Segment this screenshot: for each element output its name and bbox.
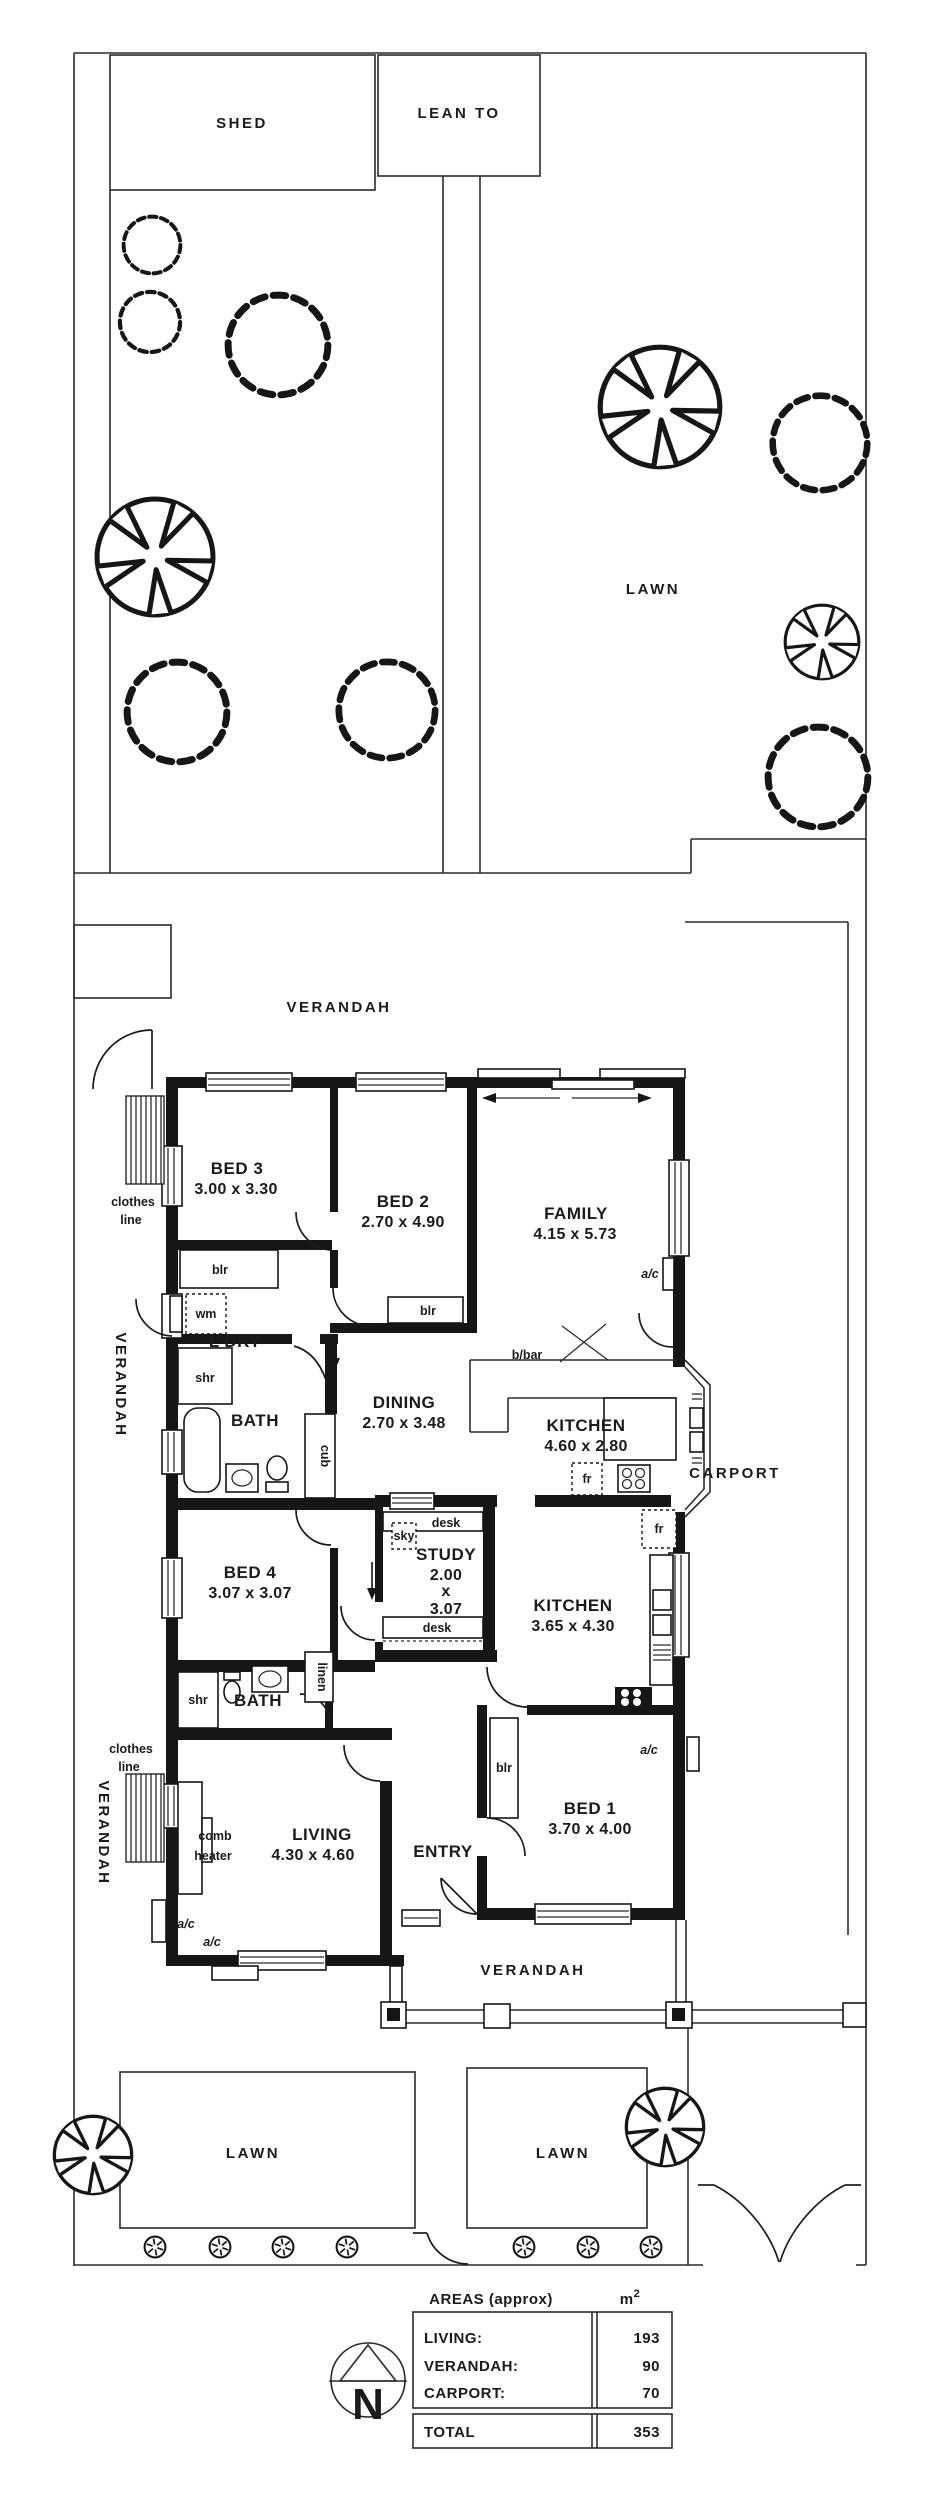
fixture-fr-rear: fr: [582, 1472, 592, 1486]
areas-table: [413, 2288, 672, 2448]
back-garden-trees: [97, 217, 868, 827]
fixture-blr-bed3: blr: [212, 1263, 228, 1277]
fixture-sky: sky: [393, 1529, 415, 1543]
areas-row-label: VERANDAH:: [424, 2358, 519, 2375]
room-dims-study-x: x: [441, 1583, 451, 1600]
north-letter: N: [352, 2380, 384, 2429]
room-label-bath-front: BATH: [234, 1691, 282, 1710]
room-label-kitchen-rear: KITCHEN: [546, 1416, 626, 1435]
room-label-bed2: BED 2: [376, 1192, 430, 1211]
areas-total-label: TOTAL: [424, 2424, 476, 2441]
areas-total-value: 353: [633, 2424, 660, 2441]
front-lawn-right-label: LAWN: [535, 2145, 591, 2162]
fixture-blr-bed1: blr: [496, 1761, 512, 1775]
room-label-dining: DINING: [372, 1393, 436, 1412]
areas-row-value: 90: [642, 2358, 660, 2375]
tree-icon: [626, 2088, 703, 2165]
fixture-shr-rear: shr: [195, 1371, 215, 1385]
bay-window: [671, 1360, 710, 1517]
window-bed2: [356, 1073, 446, 1091]
tree-icon: [54, 2116, 131, 2193]
areas-row-label: LIVING:: [424, 2330, 483, 2347]
fixture-ac-family: a/c: [641, 1267, 659, 1281]
tree-icon: [228, 295, 328, 395]
window-study: [390, 1493, 434, 1509]
clothes-line-upper-label-2: line: [120, 1213, 142, 1227]
north-compass: [329, 2343, 407, 2429]
tree-icon: [97, 499, 213, 615]
clothes-line-lower-label-1: clothes: [109, 1742, 153, 1756]
fixture-desk-top: desk: [431, 1516, 461, 1530]
areas-table-unit: $m^2$: [619, 2288, 641, 2308]
fixture-ac-living-1: a/c: [177, 1917, 195, 1931]
room-dims-bed2: 2.70 x 4.90: [361, 1214, 445, 1231]
tree-icon: [773, 396, 868, 491]
room-label-study: STUDY: [415, 1545, 477, 1564]
fixture-wm: wm: [195, 1307, 217, 1321]
door-sidelight-entry: [402, 1910, 440, 1926]
room-label-laundry: L'DRY: [208, 1332, 262, 1351]
fixture-desk-bottom: desk: [422, 1621, 452, 1635]
room-dims-kitchen-main: 3.65 x 4.30: [531, 1618, 615, 1635]
room-dims-family: 4.15 x 5.73: [533, 1226, 617, 1243]
stove-rear: [618, 1465, 650, 1492]
areas-row-value: 70: [642, 2385, 660, 2402]
room-label-bed4: BED 4: [223, 1563, 277, 1582]
fixture-shr-front: shr: [188, 1693, 208, 1707]
window-bed1-south: [535, 1904, 631, 1924]
stove-main: [615, 1687, 652, 1708]
room-label-bed1: BED 1: [563, 1799, 617, 1818]
fixture-cub: cub: [318, 1444, 332, 1468]
fixture-fr-main: fr: [654, 1522, 664, 1536]
clothes-line-upper-label-1: clothes: [111, 1195, 155, 1209]
verandah-west-lower-label: VERANDAH: [95, 1780, 112, 1886]
room-dims-kitchen-rear: 4.60 x 2.80: [544, 1438, 628, 1455]
fixture-ac-living-2: a/c: [203, 1935, 221, 1949]
room-dims-study-w: 2.00: [429, 1567, 463, 1584]
back-lawn-label: LAWN: [625, 581, 681, 598]
window-west-bed4: [162, 1558, 182, 1618]
tree-icon: [120, 292, 180, 352]
window-west-bath: [162, 1430, 182, 1474]
areas-row-label: CARPORT:: [424, 2385, 506, 2402]
window-bed3: [206, 1073, 292, 1091]
clothes-line-lower-label-2: line: [118, 1760, 140, 1774]
tree-icon: [785, 605, 859, 679]
room-label-living: LIVING: [292, 1825, 352, 1844]
front-yard: [54, 2028, 861, 2265]
fixture-comb-2: heater: [194, 1849, 232, 1863]
tree-icon: [339, 662, 435, 758]
window-family-east: [669, 1160, 689, 1256]
areas-table-title: AREAS (approx): [429, 2291, 553, 2308]
fixture-bbar: b/bar: [511, 1348, 543, 1362]
tree-icon: [600, 347, 720, 467]
lean-to: [378, 55, 540, 176]
verandah-west-upper-label: VERANDAH: [112, 1332, 129, 1438]
room-dims-bed3: 3.00 x 3.30: [194, 1181, 278, 1198]
tree-icon: [127, 662, 227, 762]
fixture-blr-bed2: blr: [420, 1304, 436, 1318]
tree-icon: [768, 727, 868, 827]
room-label-kitchen-main: KITCHEN: [533, 1596, 613, 1615]
verandah-south-label: VERANDAH: [480, 1962, 586, 1979]
carport-label: CARPORT: [689, 1465, 781, 1482]
room-label-entry: ENTRY: [413, 1842, 473, 1861]
room-dims-living: 4.30 x 4.60: [271, 1847, 355, 1864]
front-lawn-left-label: LAWN: [225, 2145, 281, 2162]
lean-to-label: LEAN TO: [417, 105, 501, 122]
areas-row-value: 193: [633, 2330, 660, 2347]
fixture-linen: linen: [315, 1662, 329, 1692]
fixtures: [152, 1250, 699, 1980]
room-dims-bed4: 3.07 x 3.07: [208, 1585, 292, 1602]
tree-icon: [124, 217, 181, 274]
south-verandah: [381, 1920, 866, 2028]
room-dims-study-h: 3.07: [429, 1601, 463, 1618]
shed: [110, 55, 375, 190]
room-label-family: FAMILY: [544, 1204, 608, 1223]
window-west-bed3: [162, 1146, 182, 1206]
shed-label: SHED: [216, 115, 268, 132]
fixture-comb-1: comb: [198, 1829, 232, 1843]
room-label-bath-rear: BATH: [231, 1411, 279, 1430]
verandah-north-label: VERANDAH: [286, 999, 392, 1016]
room-dims-dining: 2.70 x 3.48: [362, 1415, 446, 1432]
room-dims-bed1: 3.70 x 4.00: [548, 1821, 632, 1838]
room-label-bed3: BED 3: [210, 1159, 264, 1178]
fixture-ac-bed1: a/c: [640, 1743, 658, 1757]
